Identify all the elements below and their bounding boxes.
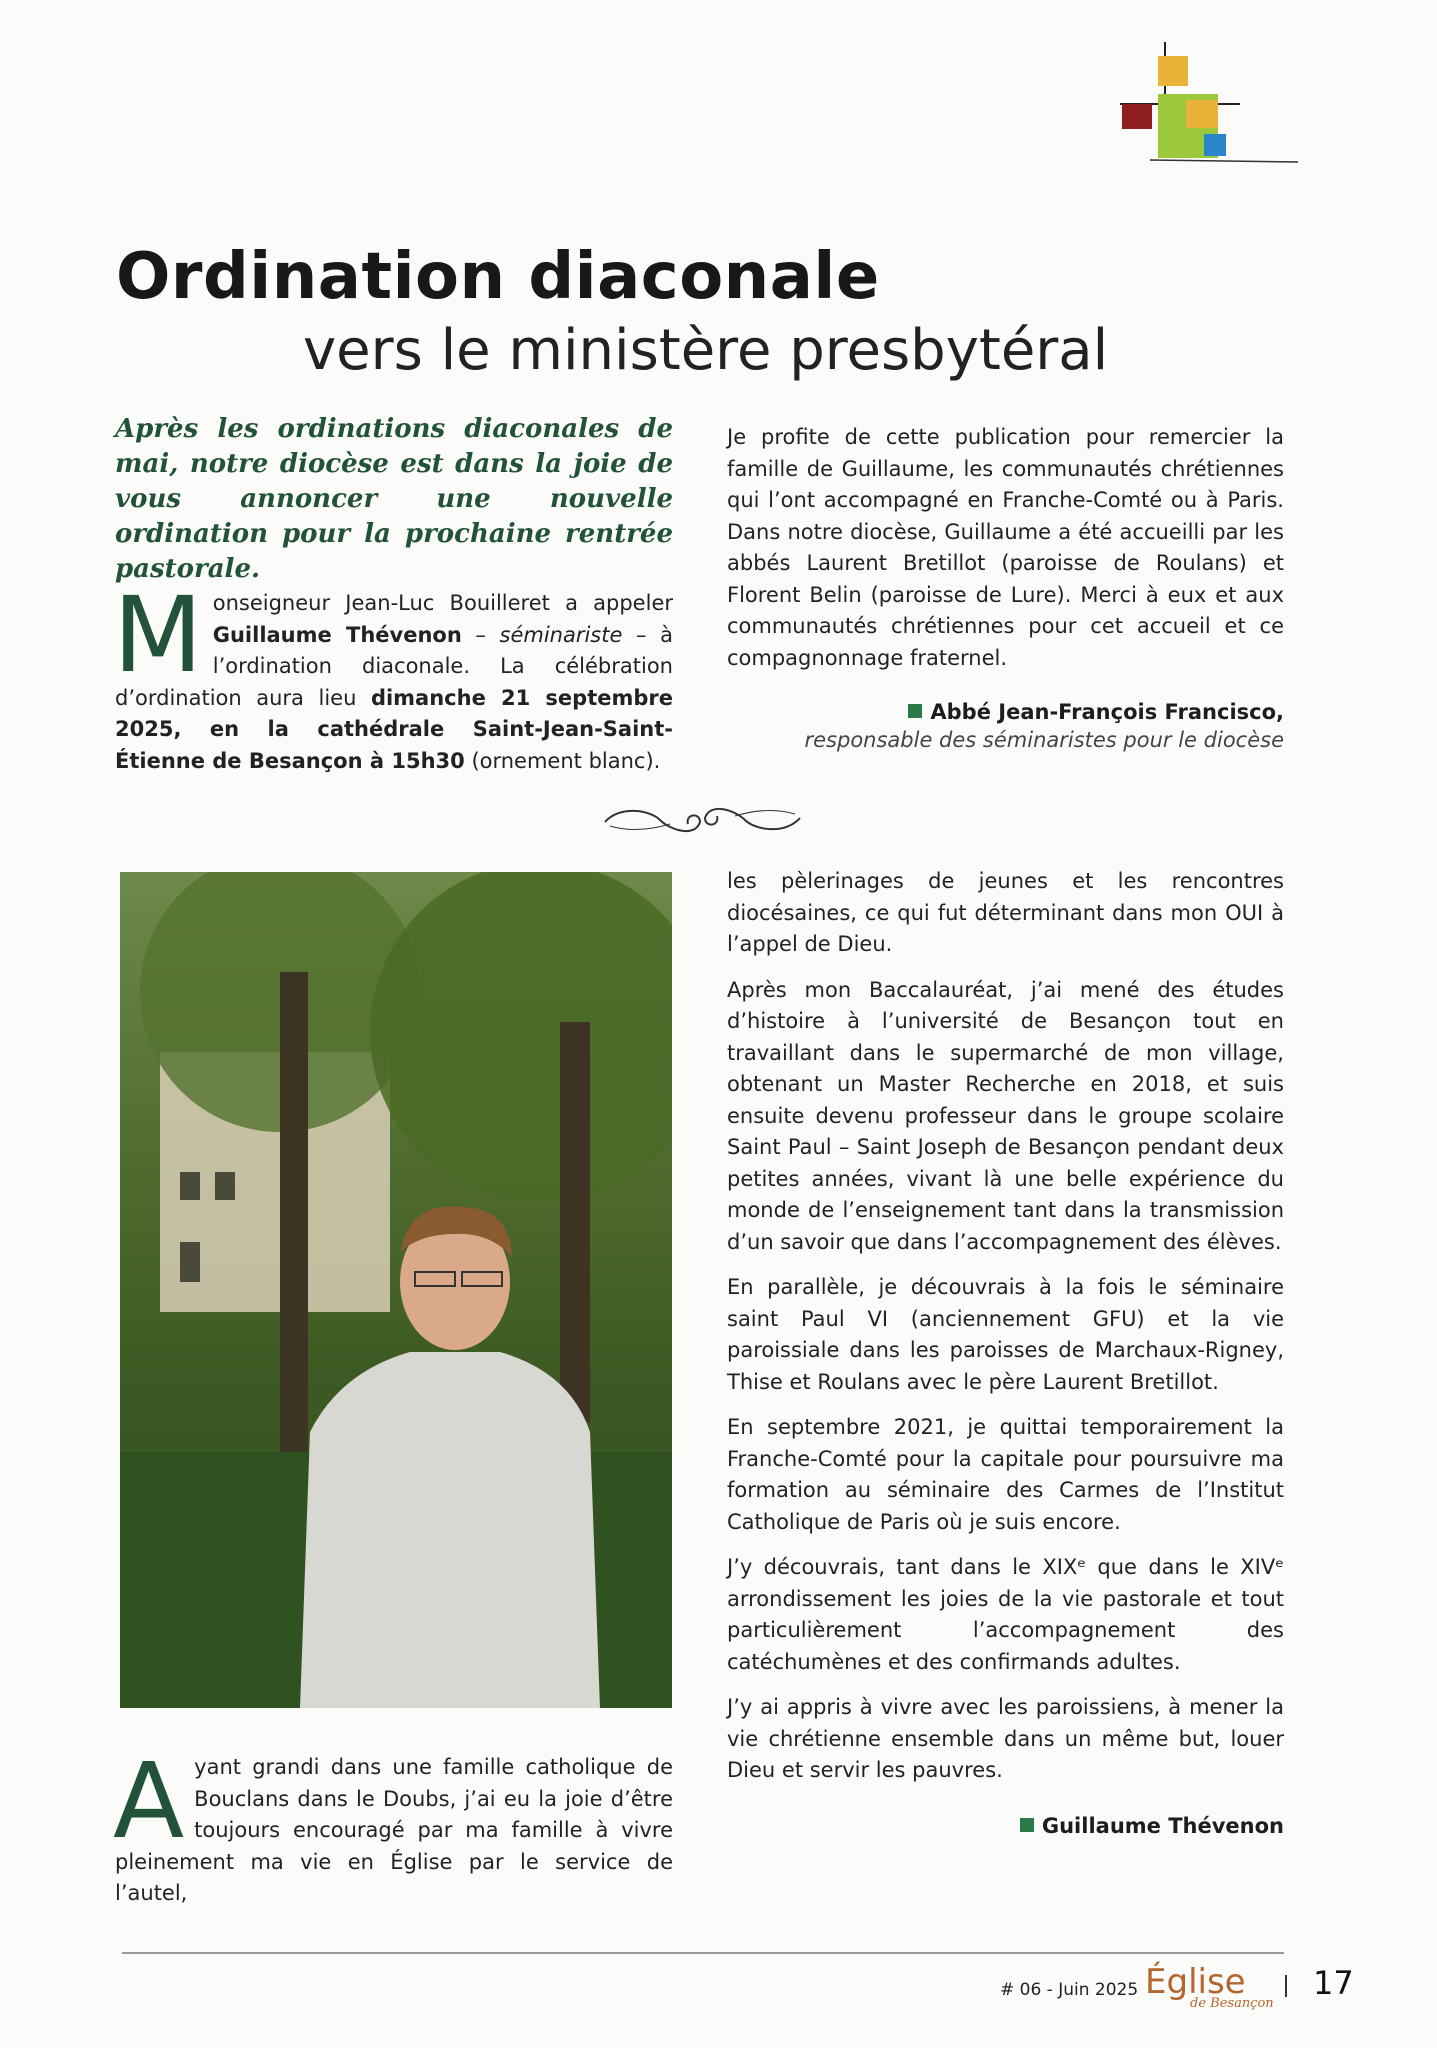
footer-divider — [122, 1952, 1284, 1954]
testimony-text: yant grandi dans une famille catholique de Bouclans dans le Doubs, j’ai eu la joie d’être toujours encouragé par ma famille à vivre pleinement ma vie en Église par le service de l’autel, — [115, 1755, 673, 1905]
signature-name: Abbé Jean-François Francisco, — [930, 700, 1284, 724]
signature-guillaume — [1020, 1814, 1284, 1838]
intro-text: onseigneur Jean-Luc Bouilleret a appeler — [212, 591, 673, 615]
testimony-paragraph: En septembre 2021, je quittai temporairement la Franche-Comté pour la capitale pour poursuivre ma formation au séminaire des Carmes de l’Institut Catholique de Paris où je suis encore. — [727, 1415, 1284, 1534]
thanks-paragraph: Je profite de cette publication pour remercier la famille de Guillaume, les communautés chrétiennes qui l’ont accompagné en Franche-Comté ou à Paris. Dans notre diocèse, Guillaume a été accueilli par les abbés Laurent Bretillot (paroisse de Roulans) et Florent Belin (paroisse de Lure). Merci à eux et aux communautés chrétiennes pour cet accueil et ce compagnonnage fraternel. — [727, 425, 1284, 670]
drop-cap: A — [113, 1740, 185, 1862]
testimony-paragraph: En parallèle, je découvrais à la fois le séminaire saint Paul VI (anciennement GFU) et la vie paroissiale dans les paroisses de Marchaux-Rigney, Thise et Roulans avec le père Laurent Bretillot. — [727, 1275, 1284, 1394]
testimony-paragraph: les pèlerinages de jeunes et les rencontres diocésaines, ce qui fut déterminant dans mon OUI à l’appel de Dieu. — [727, 869, 1284, 956]
page-title: Ordination diaconale — [116, 240, 880, 314]
intro-text: – à l’ordination diaconale. La célébration d’ordination aura lieu — [115, 622, 673, 710]
testimony-paragraph: Après mon Baccalauréat, j’ai mené des études d’histoire à l’université de Besançon tout en travaillant dans le supermarché de mon village, obtenant un Master Recherche en 2018, et suis ensuite devenu professeur dans le groupe scolaire Saint Paul – Saint Joseph de Besançon pendant deux petites années, vivant là une belle expérience du monde de l’enseignement tant dans la transmission d’un savoir que dans l’accompagnement des élèves. — [727, 977, 1284, 1254]
intro-paragraph — [113, 574, 673, 777]
testimony-intro — [113, 1740, 673, 1910]
magazine-brand-sub: de Besançon — [1190, 1996, 1274, 2011]
candidate-name: Guillaume Thévenon — [212, 622, 462, 647]
testimony-column — [727, 866, 1284, 1801]
ornament-divider-icon — [600, 800, 805, 840]
magazine-brand: Église — [1145, 1962, 1246, 2002]
signature-abbe — [805, 700, 1285, 752]
square-bullet-icon — [908, 704, 922, 718]
issue-label: # 06 - Juin 2025 — [1000, 1980, 1139, 2000]
portrait-photo — [120, 872, 672, 1708]
candidate-role: séminariste — [499, 622, 623, 647]
page-subtitle: vers le ministère presbytéral — [303, 318, 1109, 383]
signature-role: responsable des séminaristes pour le diocèse — [804, 728, 1284, 752]
square-bullet-icon — [1020, 1818, 1034, 1832]
testimony-paragraph: J’y découvrais, tant dans le XIXᵉ que dans le XIVᵉ arrondissement les joies de la vie pastorale et tout particulièrement l’accompagnement des catéchumènes et des confirmands adultes. — [727, 1555, 1284, 1674]
intro-text: – — [461, 622, 500, 647]
signature-name: Guillaume Thévenon — [1041, 1814, 1284, 1838]
diocese-logo-icon — [1120, 42, 1300, 170]
footer-separator — [1285, 1975, 1287, 1997]
intro-text: (ornement blanc). — [464, 748, 661, 773]
ordination-date-place: dimanche 21 septembre 2025, en la cathédrale Saint-Jean-Saint-Étienne de Besançon à 15h30 — [115, 685, 673, 773]
page-number: 17 — [1313, 1964, 1354, 2002]
drop-cap: M — [113, 574, 203, 696]
testimony-paragraph: J’y ai appris à vivre avec les paroissiens, à mener la vie chrétienne ensemble dans un même but, louer Dieu et servir les pauvres. — [727, 1695, 1284, 1782]
lead-paragraph: Après les ordinations diaconales de mai, notre diocèse est dans la joie de vous annoncer une nouvelle ordination pour la prochaine rentrée pastorale. — [115, 414, 673, 584]
